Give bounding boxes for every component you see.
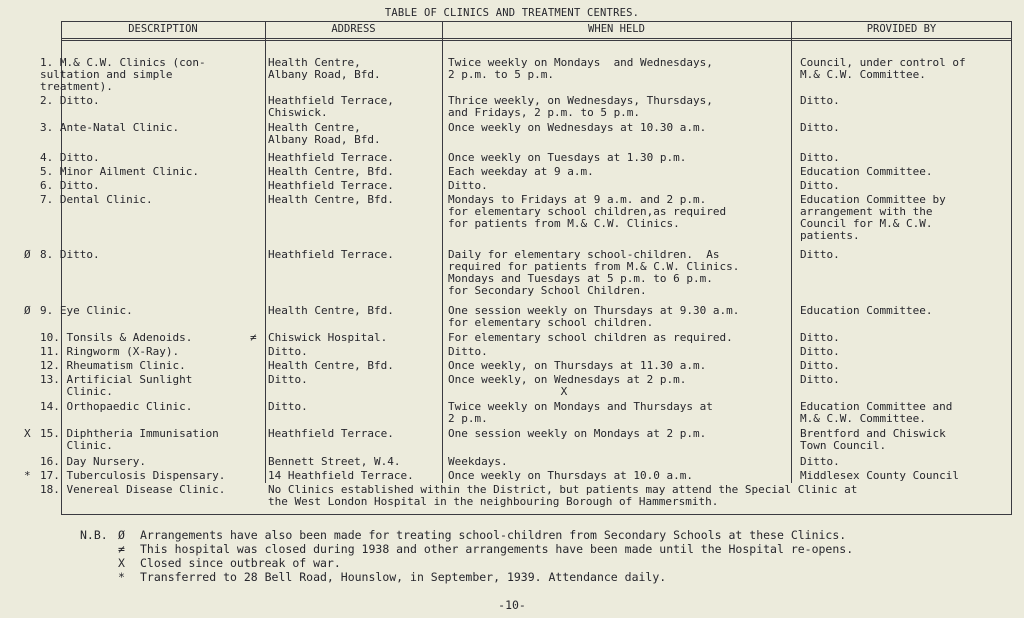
row-15-addr: Heathfield Terrace. (268, 427, 394, 440)
row-6-desc: 6. Ditto. (40, 179, 100, 192)
row-11-when: Ditto. (448, 345, 488, 358)
tonsils-mark: ≠ (250, 331, 257, 344)
footnote-symbol: ≠ (118, 542, 125, 556)
row-3-addr: Health Centre, Albany Road, Bfd. (268, 121, 381, 146)
row-12-when: Once weekly, on Thursdays at 11.30 a.m. (448, 359, 707, 372)
header-address: ADDRESS (331, 23, 376, 35)
row-4-desc: 4. Ditto. (40, 151, 100, 164)
row-2-when: Thrice weekly, on Wednesdays, Thursdays, and Fridays, 2 p.m. to 5 p.m. (448, 94, 713, 119)
row-12-prov: Ditto. (800, 359, 840, 372)
row-8-desc: 8. Ditto. (40, 248, 100, 261)
row-13-when: Once weekly, on Wednesdays at 2 p.m. X (448, 373, 687, 398)
row-16-addr: Bennett Street, W.4. (268, 455, 401, 468)
footnote-text: Arrangements have also been made for treating school-children from Secondary Schools at these Clinics. (140, 528, 847, 542)
row-9-when: One session weekly on Thursdays at 9.30 a.m. for elementary school children. (448, 304, 740, 329)
row-6-prov: Ditto. (800, 179, 840, 192)
row-2-addr: Heathfield Terrace, Chiswick. (268, 94, 394, 119)
row-15-desc: 15. Diphtheria Immunisation Clinic. (40, 427, 219, 452)
row-18-span: No Clinics established within the District, but patients may attend the Special Clinic at the West London Hospital in the neighbouring Borough of Hammersmith. (268, 483, 858, 508)
row-1-desc: 1. M.& C.W. Clinics (con- sultation and simple treatment). (40, 56, 206, 93)
row-5-desc: 5. Minor Ailment Clinic. (40, 165, 199, 178)
row-1-addr: Health Centre, Albany Road, Bfd. (268, 56, 381, 81)
row-13-desc: 13. Artificial Sunlight Clinic. (40, 373, 193, 398)
row-7-when: Mondays to Fridays at 9 a.m. and 2 p.m. for elementary school children,as required for patients from M.& C.W. Clinics. (448, 193, 727, 230)
row-10-addr: Chiswick Hospital. (268, 331, 388, 344)
row-3-when: Once weekly on Wednesdays at 10.30 a.m. (448, 121, 707, 134)
row-12-addr: Health Centre, Bfd. (268, 359, 394, 372)
header-description: DESCRIPTION (128, 23, 198, 35)
row-13-addr: Ditto. (268, 373, 308, 386)
row-17-desc: 17. Tuberculosis Dispensary. (40, 469, 226, 482)
row-1-prov: Council, under control of M.& C.W. Committee. (800, 56, 966, 81)
row-3-desc: 3. Ante-Natal Clinic. (40, 121, 180, 134)
footnote-symbol: Ø (118, 528, 125, 542)
table-title: TABLE OF CLINICS AND TREATMENT CENTRES. (384, 7, 640, 19)
nb-label: N.B. (80, 528, 108, 542)
row-14-when: Twice weekly on Mondays and Thursdays at 2 p.m. (448, 400, 713, 425)
row-14-prov: Education Committee and M.& C.W. Committee. (800, 400, 953, 425)
row-5-addr: Health Centre, Bfd. (268, 165, 394, 178)
col-divider-2 (442, 21, 443, 483)
row-9-prov: Education Committee. (800, 304, 933, 317)
row-11-desc: 11. Ringworm (X-Ray). (40, 345, 180, 358)
row-16-when: Weekdays. (448, 455, 508, 468)
col-divider-3 (791, 21, 792, 483)
row-4-prov: Ditto. (800, 151, 840, 164)
row-2-prov: Ditto. (800, 94, 840, 107)
row-9-desc: 9. Eye Clinic. (40, 304, 133, 317)
row-17-mark: * (24, 469, 31, 482)
row-7-desc: 7. Dental Clinic. (40, 193, 153, 206)
row-12-desc: 12. Rheumatism Clinic. (40, 359, 186, 372)
row-5-prov: Education Committee. (800, 165, 933, 178)
row-15-when: One session weekly on Mondays at 2 p.m. (448, 427, 707, 440)
row-1-when: Twice weekly on Mondays and Wednesdays, 2 p.m. to 5 p.m. (448, 56, 713, 81)
row-18-desc: 18. Venereal Disease Clinic. (40, 483, 226, 496)
col-divider-1 (265, 21, 266, 483)
row-6-addr: Heathfield Terrace. (268, 179, 394, 192)
row-4-addr: Heathfield Terrace. (268, 151, 394, 164)
page-number: -10- (498, 598, 526, 612)
row-14-addr: Ditto. (268, 400, 308, 413)
row-2-desc: 2. Ditto. (40, 94, 100, 107)
row-17-when: Once weekly on Thursdays at 10.0 a.m. (448, 469, 694, 482)
row-10-desc: 10. Tonsils & Adenoids. (40, 331, 193, 344)
header-provided-by: PROVIDED BY (866, 23, 937, 35)
header-divider-double (61, 40, 1012, 41)
header-when-held: WHEN HELD (588, 23, 645, 35)
row-16-desc: 16. Day Nursery. (40, 455, 146, 468)
row-7-prov: Education Committee by arrangement with the Council for M.& C.W. patients. (800, 193, 946, 242)
footnote-text: Transferred to 28 Bell Road, Hounslow, in September, 1939. Attendance daily. (140, 570, 667, 584)
row-9-addr: Health Centre, Bfd. (268, 304, 394, 317)
row-11-prov: Ditto. (800, 345, 840, 358)
row-7-addr: Health Centre, Bfd. (268, 193, 394, 206)
row-10-when: For elementary school children as required. (448, 331, 733, 344)
row-9-mark: Ø (24, 304, 31, 317)
row-8-addr: Heathfield Terrace. (268, 248, 394, 261)
row-5-when: Each weekday at 9 a.m. (448, 165, 594, 178)
row-8-prov: Ditto. (800, 248, 840, 261)
row-10-prov: Ditto. (800, 331, 840, 344)
row-8-when: Daily for elementary school-children. As required for patients from M.& C.W. Clinics. Mondays and Tuesdays at 5 p.m. to 6 p.m. for Secondary School Children. (448, 248, 740, 297)
row-11-addr: Ditto. (268, 345, 308, 358)
row-8-mark: Ø (24, 248, 31, 261)
row-15-prov: Brentford and Chiswick Town Council. (800, 427, 946, 452)
row-14-desc: 14. Orthopaedic Clinic. (40, 400, 193, 413)
header-divider (61, 38, 1012, 39)
row-17-prov: Middlesex County Council (800, 469, 959, 482)
footnote-text: This hospital was closed during 1938 and other arrangements have been made until the Hospital re-opens. (140, 542, 854, 556)
footnote-symbol: * (118, 570, 125, 584)
row-13-prov: Ditto. (800, 373, 840, 386)
row-17-addr: 14 Heathfield Terrace. (268, 469, 414, 482)
row-3-prov: Ditto. (800, 121, 840, 134)
row-4-when: Once weekly on Tuesdays at 1.30 p.m. (448, 151, 687, 164)
footnote-text: Closed since outbreak of war. (140, 556, 341, 570)
row-15-mark: X (24, 427, 31, 440)
footnote-symbol: X (118, 556, 125, 570)
row-16-prov: Ditto. (800, 455, 840, 468)
row-6-when: Ditto. (448, 179, 488, 192)
